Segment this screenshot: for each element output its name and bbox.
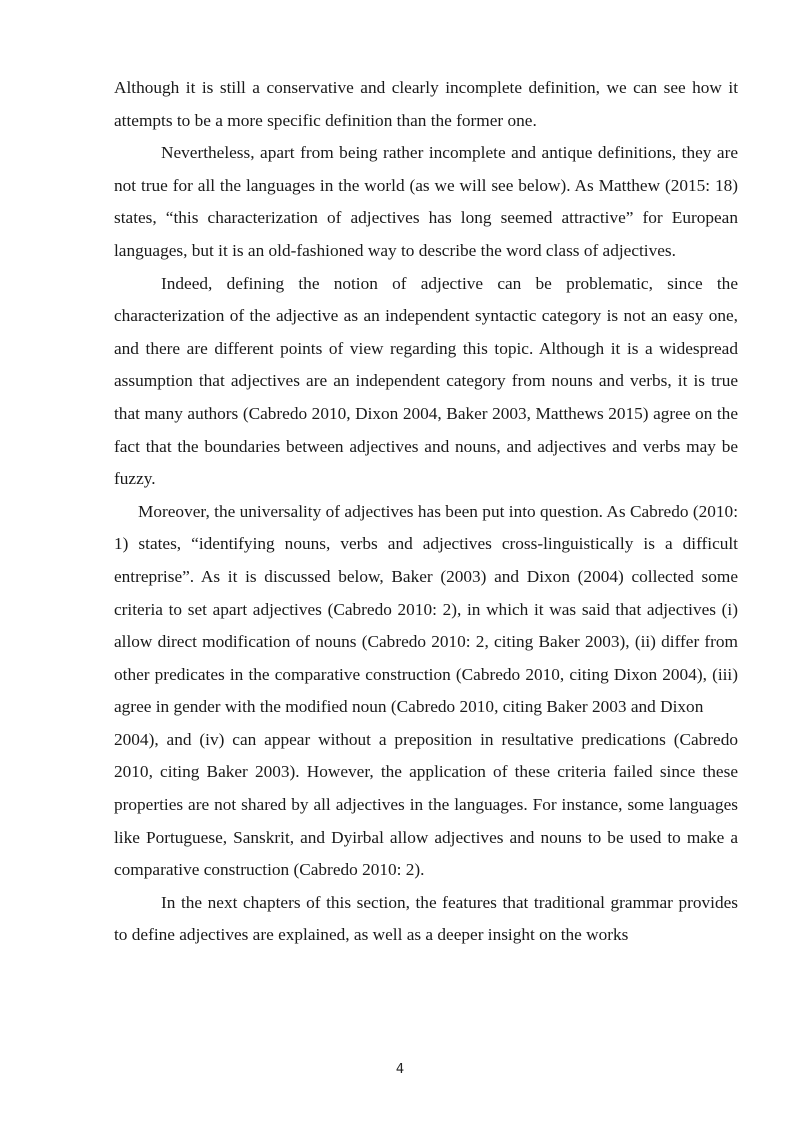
paragraph-4: Moreover, the universality of adjectives has been put into question. As Cabredo (2010: 1) states, “identifying nouns, verbs and adjectives cross-linguistically is a difficult entreprise”. As it is discussed below, Baker (2003) and Dixon (2004) collected some criteria to set apart adjectives (Cabredo 2010: 2), in which it was said that adjectives (i) allow direct modification of nouns (Cabredo 2010: 2, citing Baker 2003), (ii) differ from other predicates in the comparative construction (Cabredo 2010, citing Dixon 2004), (iii) agree in gender with the modified noun (Cabredo 2010, citing Baker 2003 and Dixon	[114, 501, 738, 717]
body-text	[114, 72, 738, 952]
paragraph-3: Indeed, defining the notion of adjective can be problematic, since the characterization of the adjective as an independent syntactic category is not an easy one, and there are different points of view regarding this topic. Although it is a widespread assumption that adjectives are an independent category from nouns and verbs, it is true that many authors (Cabredo 2010, Dixon 2004, Baker 2003, Matthews 2015) agree on the fact that the boundaries between adjectives and nouns, and adjectives and verbs may be fuzzy.	[114, 273, 738, 489]
paragraph-5: 2004), and (iv) can appear without a preposition in resultative predications (Cabredo 2010, citing Baker 2003). However, the application of these criteria failed since these properties are not shared by all adjectives in the languages. For instance, some languages like Portuguese, Sanskrit, and Dyirbal allow adjectives and nouns to be used to make a comparative construction (Cabredo 2010: 2).	[114, 729, 738, 880]
paragraph-2: Nevertheless, apart from being rather incomplete and antique definitions, they are not true for all the languages in the world (as we will see below). As Matthew (2015: 18) states, “this characterization of adjectives has long seemed attractive” for European languages, but it is an old-fashioned way to describe the word class of adjectives.	[114, 143, 738, 260]
paragraph-6: In the next chapters of this section, the features that traditional grammar provides to define adjectives are explained, as well as a deeper insight on the works	[114, 892, 738, 945]
page-number: 4	[395, 1062, 405, 1077]
paragraph-1: Although it is still a conservative and clearly incomplete definition, we can see how it attempts to be a more specific definition than the former one.	[114, 78, 738, 130]
